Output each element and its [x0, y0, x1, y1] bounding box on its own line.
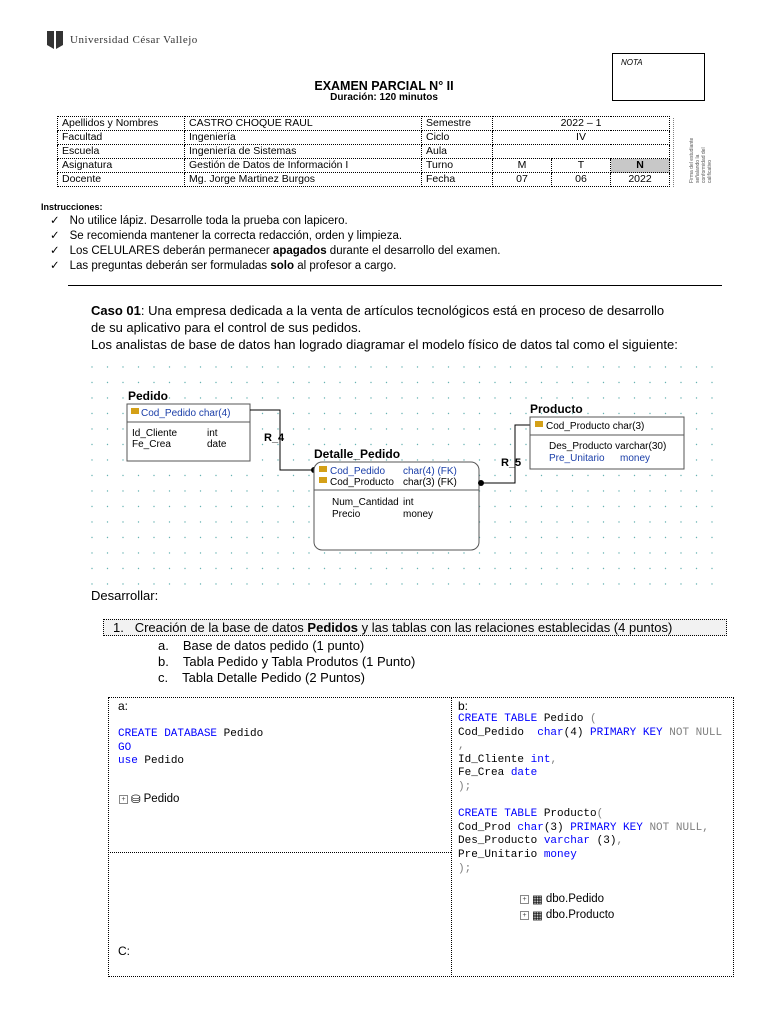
nota-label: NOTA	[621, 58, 643, 67]
date-year: 2022	[611, 173, 670, 187]
label-cell: Facultad	[58, 131, 185, 145]
detalle-title: Detalle_Pedido	[314, 447, 401, 461]
signature-box	[673, 118, 723, 188]
field-name: Cod_Producto	[330, 477, 394, 488]
table-row	[58, 131, 719, 145]
field-name: Des_Producto varchar(30)	[549, 441, 667, 452]
producto-title: Producto	[530, 402, 583, 416]
pedido-pk: Cod_Pedido char(4)	[141, 408, 231, 419]
relation-r5: R_5	[501, 457, 522, 469]
table-icon: ▦	[532, 910, 543, 922]
firma-line: Firma del estudiante	[689, 137, 695, 183]
table-row	[58, 173, 719, 187]
field-type: int	[403, 497, 414, 508]
list-item: c. Tabla Detalle Pedido (2 Puntos)	[158, 670, 365, 685]
label-cell: Apellidos y Nombres	[58, 117, 185, 131]
answer-a-code: CREATE DATABASE Pedido GO use Pedido	[118, 728, 264, 768]
task-1: 1. Creación de la base de datos Pedidos y las tablas con las relaciones establecidas (4 puntos)	[103, 619, 727, 636]
school-value: Ingeniería de Sistemas	[185, 145, 422, 159]
list-item: ✓ Se recomienda mantener la correcta redacción, orden y limpieza.	[50, 230, 403, 242]
case-line: : Una empresa dedicada a la venta de artículos tecnológicos está en proceso de desarrollo	[140, 303, 665, 318]
check-icon: ✓	[50, 215, 60, 227]
aula-value	[493, 145, 670, 159]
field-name: Fe_Crea	[132, 439, 171, 450]
case-description	[91, 302, 731, 353]
instructions-title: Instrucciones:	[41, 202, 103, 212]
tree-table-pedido[interactable]	[520, 892, 604, 906]
cycle-value: IV	[493, 131, 670, 145]
exam-duration: Duración: 120 minutos	[330, 92, 438, 103]
producto-pk: Cod_Producto char(3)	[546, 421, 645, 432]
tree-label: dbo.Pedido	[545, 893, 605, 905]
firma-line: señalando la	[695, 154, 701, 183]
relation-r4: R_4	[264, 432, 285, 444]
database-icon: ⛁	[131, 794, 141, 806]
expand-icon[interactable]: +	[119, 795, 128, 804]
field-type: money	[620, 453, 651, 464]
key-icon	[131, 408, 139, 414]
expand-icon[interactable]: +	[520, 895, 529, 904]
label-cell: Asignatura	[58, 159, 185, 173]
tree-db-pedido[interactable]	[119, 792, 179, 806]
student-info-table	[57, 116, 718, 187]
key-icon	[319, 477, 327, 483]
key-icon	[535, 421, 543, 427]
label-cell: Docente	[58, 173, 185, 187]
case-label: Caso 01	[91, 303, 141, 318]
label-cell: Ciclo	[422, 131, 493, 145]
tree-table-producto[interactable]	[520, 908, 614, 922]
list-item: ✓ No utilice lápiz. Desarrolle toda la prueba con lapicero.	[50, 215, 348, 227]
date-month: 06	[552, 173, 611, 187]
field-type: money	[403, 509, 434, 520]
table-icon: ▦	[532, 894, 543, 906]
student-name: CASTRO CHOQUE RAUL	[185, 117, 422, 131]
label-cell: Fecha	[422, 173, 493, 187]
check-icon: ✓	[50, 245, 60, 257]
check-icon: ✓	[50, 230, 60, 242]
tree-label: dbo.Producto	[545, 909, 615, 921]
answer-b-label: b:	[458, 699, 469, 713]
divider	[108, 852, 451, 853]
firma-line: conformidad del	[701, 147, 707, 183]
semester-value: 2022 – 1	[493, 117, 670, 131]
divider	[68, 285, 722, 286]
list-item: b. Tabla Pedido y Tabla Produtos (1 Punto)	[158, 654, 416, 669]
field-type: date	[207, 439, 227, 450]
firma-line: calificativo	[707, 159, 713, 183]
list-item: ✓ Las preguntas deberán ser formuladas solo al profesor a cargo.	[50, 260, 397, 272]
table-row	[58, 159, 719, 173]
turno-n: N	[611, 159, 670, 173]
section-heading: Desarrollar:	[91, 588, 159, 603]
label-cell: Aula	[422, 145, 493, 159]
exam-title: EXAMEN PARCIAL N° II	[314, 79, 454, 93]
tree-label: Pedido	[143, 793, 180, 805]
divider	[451, 697, 452, 977]
subject-value: Gestión de Datos de Información I	[185, 159, 422, 173]
answer-a-label: a:	[118, 699, 129, 713]
check-icon: ✓	[50, 260, 60, 272]
answer-c-label: C:	[118, 944, 130, 958]
field-name: Pre_Unitario	[549, 453, 605, 464]
task-subitems	[158, 638, 415, 686]
table-row	[58, 145, 719, 159]
field-name: Id_Cliente	[132, 428, 178, 439]
table-row	[58, 117, 719, 131]
field-name: Num_Cantidad	[332, 497, 399, 508]
teacher-value: Mg. Jorge Martinez Burgos	[185, 173, 422, 187]
field-type: char(4) (FK)	[403, 466, 457, 477]
label-cell: Semestre	[422, 117, 493, 131]
field-type: int	[207, 428, 218, 439]
case-line: Los analistas de base de datos han logrado diagramar el modelo físico de datos tal como el siguiente:	[91, 337, 678, 352]
field-type: char(3) (FK)	[403, 477, 457, 488]
list-item: ✓ Los CELULARES deberán permanecer apagados durante el desarrollo del examen.	[50, 245, 501, 257]
key-icon	[319, 466, 327, 472]
turno-t: T	[552, 159, 611, 173]
pedido-title: Pedido	[128, 389, 169, 403]
university-logo	[46, 30, 198, 50]
expand-icon[interactable]: +	[520, 911, 529, 920]
field-name: Cod_Pedido	[330, 466, 386, 477]
turno-m: M	[493, 159, 552, 173]
ucv-shield-icon	[46, 30, 64, 50]
university-name: Universidad César Vallejo	[70, 34, 198, 46]
label-cell: Turno	[422, 159, 493, 173]
date-day: 07	[493, 173, 552, 187]
answer-b-code: CREATE TABLE Pedido ( Cod_Pedido char(4) PRIMARY KEY NOT NULL , Id_Cliente int, Fe_Crea date ); CREATE TABLE Producto( Cod_Prod char(3) PRIMARY KEY NOT NULL, Des_Producto varchar (3), Pre_Unitario money );	[458, 713, 723, 875]
field-name: Precio	[332, 509, 361, 520]
list-item: a. Base de datos pedido (1 punto)	[158, 638, 365, 653]
er-diagram	[90, 365, 720, 587]
label-cell: Escuela	[58, 145, 185, 159]
case-line: de su aplicativo para el control de sus pedidos.	[91, 320, 362, 335]
instructions-list	[50, 214, 501, 274]
faculty-value: Ingeniería	[185, 131, 422, 145]
